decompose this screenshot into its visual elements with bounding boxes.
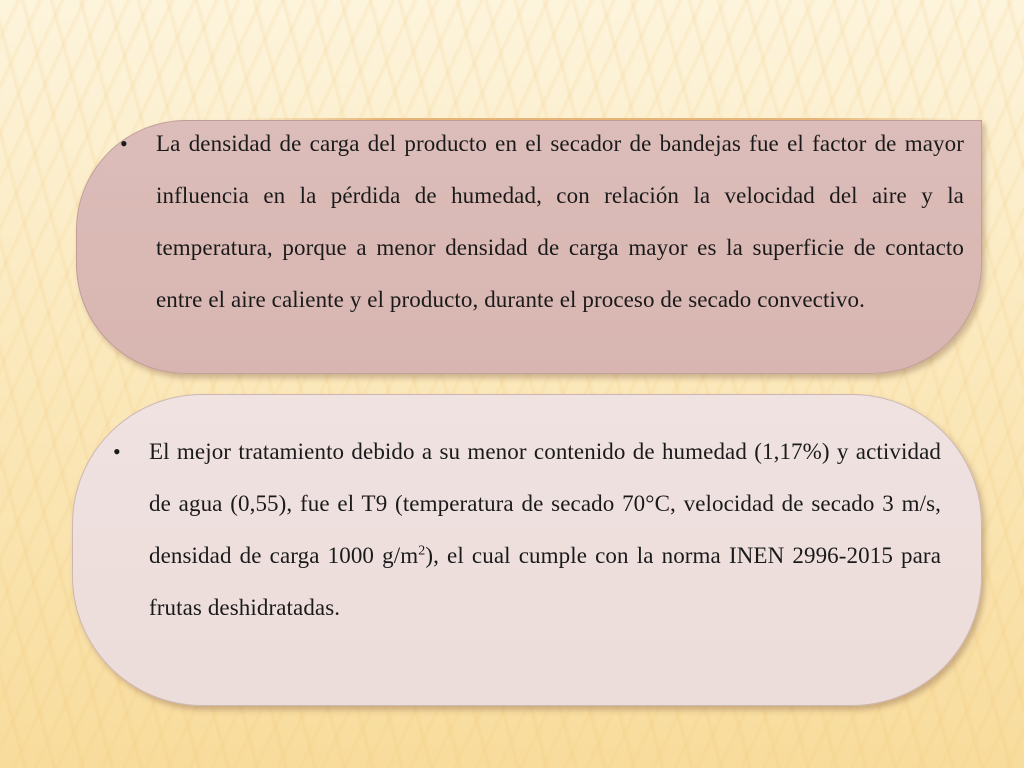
bullet-point-2 <box>113 426 943 634</box>
bullet-text-2-part-a: El mejor tratamiento debido a su menor contenido de humedad (1,17%) y actividad de agua (0,55), fue el T9 (temperatura de secado 70°C, velocidad de secado 3 m/s, densidad de carga 1000 g/m <box>149 439 941 568</box>
bullet-icon: • <box>120 131 128 156</box>
bullet-text-2-part-b: ), el cual cumple con la norma INEN 2996-2015 para frutas deshidratadas. <box>149 543 941 620</box>
bullet-text-2 <box>149 426 941 634</box>
bullet-icon: • <box>113 439 121 464</box>
superscript-2: 2 <box>418 543 426 559</box>
bullet-point-1 <box>120 118 965 326</box>
bullet-text-1: La densidad de carga del producto en el secador de bandejas fue el factor de mayor influencia en la pérdida de humedad, con relación la velocidad del aire y la temperatura, porque a menor densidad de carga mayor es la superficie de contacto entre el aire caliente y el producto, durante el proceso de secado convectivo. <box>156 131 964 312</box>
